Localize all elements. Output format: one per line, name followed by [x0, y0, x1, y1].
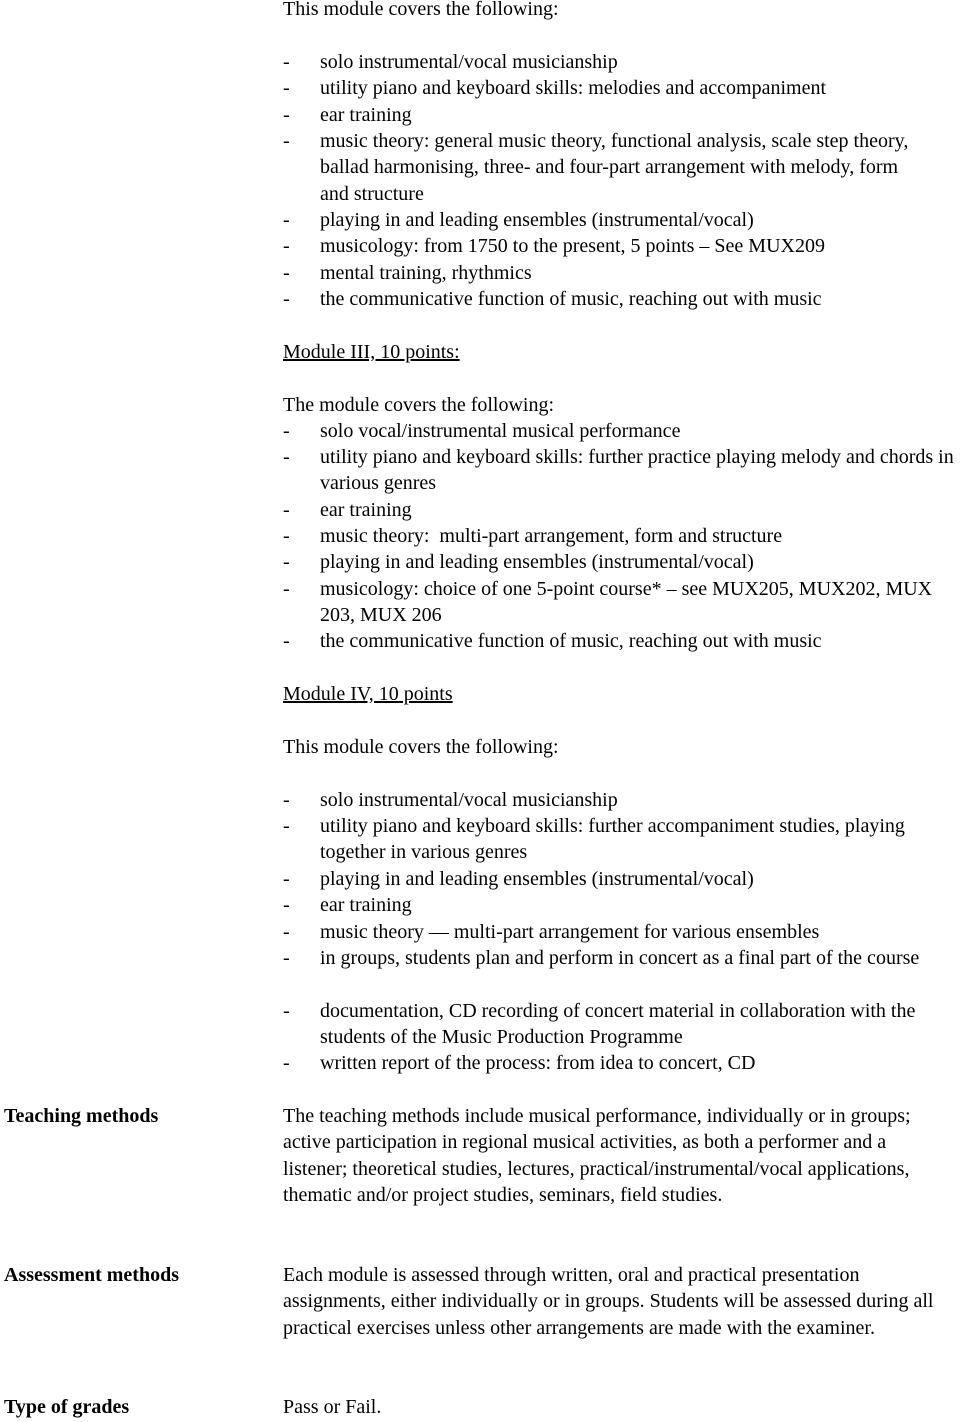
bullet-dash: -: [283, 947, 290, 969]
bullet-dash: -: [283, 235, 290, 257]
bullet-dash: -: [283, 446, 290, 468]
bullet-dash: -: [283, 630, 290, 652]
type-of-grades-text: Pass or Fail.: [283, 1396, 382, 1418]
bullet-dash: -: [283, 868, 290, 890]
module-iii-intro: The module covers the following:: [283, 394, 555, 416]
list-item: - documentation, CD recording of concert material in collaboration with the students of the Music Production Programme: [283, 1000, 916, 1049]
bullet-dash: -: [283, 525, 290, 547]
list-item: - solo instrumental/vocal musicianship: [283, 787, 960, 813]
type-of-grades-label: Type of grades: [4, 1396, 130, 1418]
list-item: - music theory –– multi-part arrangement for various ensembles: [283, 919, 960, 945]
assessment-methods-text: Each module is assessed through written, oral and practical presentation assignments, either individually or in groups. Students will be assessed during all practical exercises unless other arrangements are made with the examiner.: [283, 1264, 934, 1339]
list-item: - ear training: [283, 497, 960, 523]
bullet-dash: -: [283, 894, 290, 916]
bullet-dash: -: [283, 815, 290, 837]
list-item: - solo vocal/instrumental musical performance: [283, 418, 960, 444]
list-item: - ear training: [283, 102, 960, 128]
list-item: - ear training: [283, 892, 960, 918]
bullet-dash: -: [283, 499, 290, 521]
bullet-dash: -: [283, 551, 290, 573]
list-item: - playing in and leading ensembles (instrumental/vocal): [283, 549, 960, 575]
list-item: - playing in and leading ensembles (instrumental/vocal): [283, 866, 960, 892]
list-item: - written report of the process: from idea to concert, CD: [283, 1050, 960, 1076]
list-item: - utility piano and keyboard skills: melodies and accompaniment: [283, 75, 960, 101]
module-iv-intro: This module covers the following:: [283, 736, 559, 758]
list-item: - solo instrumental/vocal musicianship: [283, 49, 960, 75]
bullet-dash: -: [283, 1000, 290, 1022]
bullet-dash: -: [283, 130, 290, 152]
list-item: - utility piano and keyboard skills: further accompaniment studies, playing together in various genres: [283, 815, 905, 864]
list-item: - utility piano and keyboard skills: further practice playing melody and chords in various genres: [283, 446, 954, 495]
list-item: - the communicative function of music, reaching out with music: [283, 286, 960, 312]
teaching-methods-label: Teaching methods: [4, 1105, 159, 1127]
bullet-dash: -: [283, 1052, 290, 1074]
bullet-dash: -: [283, 262, 290, 284]
bullet-dash: -: [283, 104, 290, 126]
module-ii-intro: This module covers the following:: [283, 0, 559, 20]
bullet-dash: -: [283, 420, 290, 442]
assessment-methods-label: Assessment methods: [4, 1264, 179, 1286]
bullet-dash: -: [283, 209, 290, 231]
module-iii-heading: Module III, 10 points:: [283, 341, 460, 363]
list-item: - musicology: from 1750 to the present, 5 points – See MUX209: [283, 233, 960, 259]
bullet-dash: -: [283, 77, 290, 99]
teaching-methods-text: The teaching methods include musical performance, individually or in groups; active participation in regional musical activities, as both a performer and a listener; theoretical studies, lectures, practical/instrumental/vocal applications, thematic and/or project studies, seminars, field studies.: [283, 1105, 911, 1207]
bullet-dash: -: [283, 921, 290, 943]
list-item: - the communicative function of music, reaching out with music: [283, 628, 960, 654]
list-item: - in groups, students plan and perform in concert as a final part of the course: [283, 945, 953, 971]
list-item: - music theory: multi-part arrangement, form and structure: [283, 523, 960, 549]
bullet-dash: -: [283, 789, 290, 811]
list-item: - mental training, rhythmics: [283, 260, 960, 286]
module-iv-heading: Module IV, 10 points: [283, 683, 453, 705]
bullet-dash: -: [283, 51, 290, 73]
list-item: - musicology: choice of one 5-point course* – see MUX205, MUX202, MUX 203, MUX 206: [283, 578, 933, 627]
bullet-dash: -: [283, 578, 290, 600]
bullet-dash: -: [283, 288, 290, 310]
list-item: - playing in and leading ensembles (instrumental/vocal): [283, 207, 960, 233]
list-item: - music theory: general music theory, functional analysis, scale step theory, ballad harmonising, three- and four-part arrangement with melody, form and structure: [283, 130, 909, 205]
